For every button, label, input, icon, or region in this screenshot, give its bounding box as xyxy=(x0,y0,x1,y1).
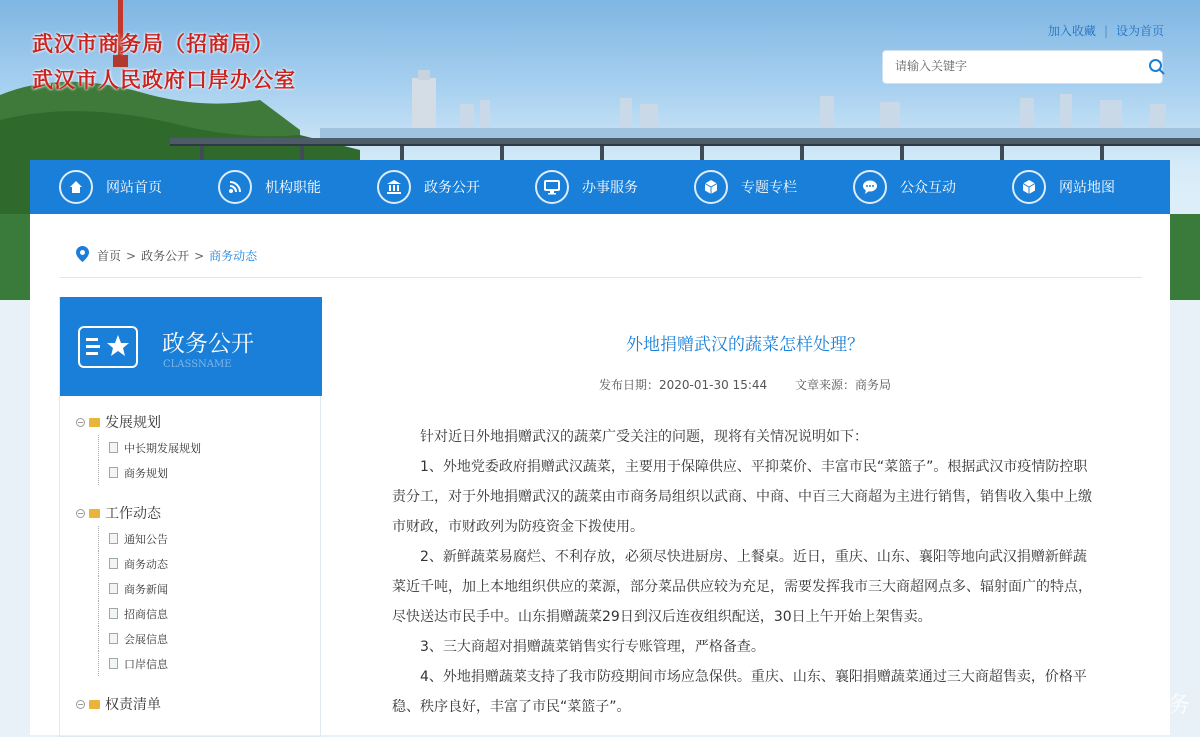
cube-icon xyxy=(694,170,728,204)
file-icon xyxy=(109,558,118,569)
tree-item-label: 中长期发展规划 xyxy=(124,441,201,455)
tree-item[interactable] xyxy=(76,576,306,601)
tree-item-label: 商务动态 xyxy=(124,557,168,571)
tree-group-label: 工作动态 xyxy=(105,506,161,522)
folder-icon xyxy=(89,509,100,518)
article-date: 发布日期：2020-01-30 15:44 xyxy=(599,378,768,392)
breadcrumb-separator: > xyxy=(194,248,205,263)
file-icon xyxy=(109,442,118,453)
top-links xyxy=(1048,22,1164,39)
main-nav xyxy=(30,160,1170,214)
breadcrumb xyxy=(76,246,257,265)
nav-item-gov-affairs[interactable] xyxy=(377,170,480,204)
add-favorite-link[interactable]: 加入收藏 xyxy=(1047,24,1096,38)
tree-item[interactable] xyxy=(76,601,306,626)
site-title-line1: 武汉市商务局（招商局） xyxy=(32,32,274,56)
nav-label: 专题专栏 xyxy=(741,180,797,196)
link-separator: | xyxy=(1103,24,1108,38)
folder-icon xyxy=(89,700,100,709)
nav-item-services[interactable] xyxy=(535,170,638,204)
breadcrumb-separator: > xyxy=(126,248,137,263)
nav-label: 网站首页 xyxy=(106,180,162,196)
tree-group-work-updates[interactable] xyxy=(76,500,306,526)
tree-group-planning[interactable] xyxy=(76,409,306,435)
file-icon xyxy=(109,583,118,594)
nav-item-interaction[interactable] xyxy=(853,170,956,204)
monitor-icon xyxy=(535,170,569,204)
tree-item-label: 会展信息 xyxy=(124,632,168,646)
nav-label: 公众互动 xyxy=(900,180,956,196)
search-box xyxy=(882,50,1163,84)
set-homepage-link[interactable]: 设为首页 xyxy=(1115,24,1164,38)
sidebar xyxy=(59,297,321,737)
breadcrumb-divider xyxy=(60,277,1142,278)
cube-map-icon xyxy=(1012,170,1046,204)
sidebar-tree xyxy=(76,409,306,717)
file-icon xyxy=(109,467,118,478)
tree-item[interactable] xyxy=(76,651,306,676)
article-paragraph: 1、外地党委政府捐赠武汉蔬菜，主要用于保障供应、平抑菜价、丰富市民“菜篮子”。根据武汉市疫情防控职责分工，对于外地捐赠武汉的蔬菜由市商务局组织以武商、中商、中百三大商超为主进行销售，销售收入集中上缴市财政，市财政列为防疫资金下拨使用。 xyxy=(392,459,1092,535)
search-input[interactable] xyxy=(895,59,1115,73)
tree-item-label: 商务新闻 xyxy=(124,582,168,596)
nav-label: 网站地图 xyxy=(1059,180,1115,196)
tree-group-label: 权责清单 xyxy=(105,697,161,713)
location-pin-icon xyxy=(76,246,89,265)
rss-icon xyxy=(218,170,252,204)
nav-label: 办事服务 xyxy=(582,180,638,196)
tree-item-label: 口岸信息 xyxy=(124,657,168,671)
id-card-star-icon xyxy=(78,326,138,372)
file-icon xyxy=(109,533,118,544)
site-title-line2: 武汉市人民政府口岸办公室 xyxy=(32,68,296,92)
collapse-toggle-icon[interactable]: − xyxy=(77,508,84,518)
nav-item-topics[interactable] xyxy=(694,170,797,204)
collapse-toggle-icon[interactable]: − xyxy=(77,699,84,709)
nav-item-sitemap[interactable] xyxy=(1012,170,1115,204)
tree-group-responsibility-list[interactable] xyxy=(76,691,306,717)
watermark-text: 务 xyxy=(1167,693,1190,718)
nav-item-home[interactable] xyxy=(59,170,162,204)
nav-item-functions[interactable] xyxy=(218,170,321,204)
tree-item[interactable] xyxy=(76,551,306,576)
tree-item[interactable] xyxy=(76,526,306,551)
sidebar-title: 政务公开 xyxy=(162,331,254,357)
nav-label: 机构职能 xyxy=(265,180,321,196)
tree-item[interactable] xyxy=(76,460,306,485)
article-title: 外地捐赠武汉的蔬菜怎样处理？ xyxy=(626,335,864,355)
sidebar-header xyxy=(60,297,322,396)
tree-item[interactable] xyxy=(76,435,306,460)
sidebar-subtitle: CLASSNAME xyxy=(163,359,232,370)
tree-item-label: 通知公告 xyxy=(124,532,168,546)
breadcrumb-gov-affairs[interactable]: 政务公开 xyxy=(141,249,190,263)
tree-group-label: 发展规划 xyxy=(105,415,161,431)
tree-item-label: 招商信息 xyxy=(124,607,168,621)
nav-label: 政务公开 xyxy=(424,180,480,196)
tree-item[interactable] xyxy=(76,626,306,651)
tree-item-label: 商务规划 xyxy=(124,466,168,480)
file-icon xyxy=(109,633,118,644)
article-source: 文章来源：商务局 xyxy=(794,378,891,392)
breadcrumb-current[interactable]: 商务动态 xyxy=(209,249,258,263)
chat-icon xyxy=(853,170,887,204)
article-paragraph: 针对近日外地捐赠武汉的蔬菜广受关注的问题，现将有关情况说明如下： xyxy=(420,429,868,445)
breadcrumb-home[interactable]: 首页 xyxy=(97,249,122,263)
government-building-icon xyxy=(377,170,411,204)
file-icon xyxy=(109,658,118,669)
content-panel xyxy=(30,214,1170,735)
article-paragraph: 3、三大商超对捐赠蔬菜销售实行专账管理，严格备查。 xyxy=(420,639,765,655)
article-meta xyxy=(320,376,1170,393)
article-paragraph: 2、新鲜蔬菜易腐烂、不利存放，必须尽快进厨房、上餐桌。近日，重庆、山东、襄阳等地向武汉捐赠新鲜蔬菜近千吨，加上本地组织供应的菜源，部分菜品供应较为充足，需要发挥我市三大商超网点多、辐射面广的特点，尽快送达市民手中。山东捐赠蔬菜29日到汉后连夜组织配送，30日上午开始上架售卖。 xyxy=(392,549,1092,625)
home-icon xyxy=(59,170,93,204)
collapse-toggle-icon[interactable]: − xyxy=(77,417,84,427)
article-paragraph: 4、外地捐赠蔬菜支持了我市防疫期间市场应急保供。重庆、山东、襄阳捐赠蔬菜通过三大商超售卖，价格平稳、秩序良好，丰富了市民“菜篮子”。 xyxy=(392,669,1087,715)
file-icon xyxy=(109,608,118,619)
folder-icon xyxy=(89,418,100,427)
article-body xyxy=(392,422,1100,722)
